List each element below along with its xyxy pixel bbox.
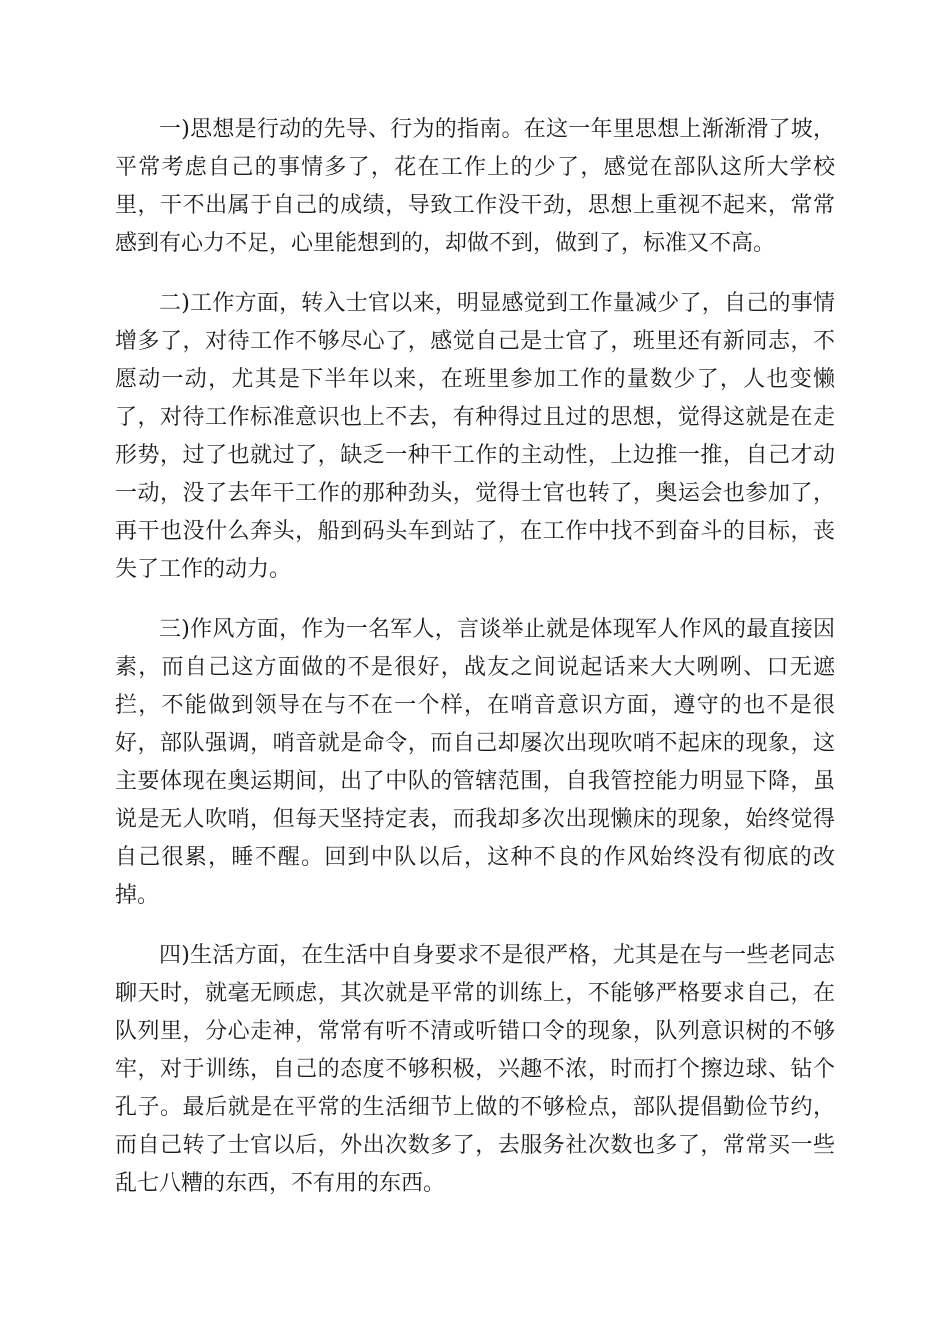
paragraph-life: 四)生活方面，在生活中自身要求不是很严格，尤其是在与一些老同志聊天时，就毫无顾虑，其次就是平常的训练上，不能够严格要求自己，在队列里，分心走神，常常有听不清或听错口令的现象，队列意识树的不够牢，对于训练，自己的态度不够积极，兴趣不浓，时而打个擦边球、钻个孔子。最后就是在平常的生活细节上做的不够检点，部队提倡勤俭节约，而自己转了士官以后，外出次数多了，去服务社次数也多了，常常买一些乱七八糟的东西，不有用的东西。 xyxy=(115,943,835,1196)
paragraph-thought: 一)思想是行动的先导、行为的指南。在这一年里思想上渐渐滑了坡，平常考虑自己的事情多了，花在工作上的少了，感觉在部队这所大学校里，干不出属于自己的成绩，导致工作没干劲，思想上重视不起来，常常感到有心力不足，心里能想到的，却做不到，做到了，标准又不高。 xyxy=(115,117,835,256)
document-body xyxy=(115,111,835,1225)
paragraph-style: 三)作风方面，作为一名军人，言谈举止就是体现军人作风的最直接因素，而自己这方面做的不是很好，战友之间说起话来大大咧咧、口无遮拦，不能做到领导在与不在一个样，在哨音意识方面，遵守的也不是很好，部队强调，哨音就是命令，而自己却屡次出现吹哨不起床的现象，这主要体现在奥运期间，出了中队的管辖范围，自我管控能力明显下降，虽说是无人吹哨，但每天坚持定表，而我却多次出现懒床的现象，始终觉得自己很累，睡不醒。回到中队以后，这种不良的作风始终没有彻底的改掉。 xyxy=(115,617,835,908)
paragraph-work: 二)工作方面，转入士官以来，明显感觉到工作量减少了，自己的事情增多了，对待工作不够尽心了，感觉自己是士官了，班里还有新同志，不愿动一动，尤其是下半年以来，在班里参加工作的量数少了，人也变懒了，对待工作标准意识也上不去，有种得过且过的思想，觉得这就是在走形势，过了也就过了，缺乏一种干工作的主动性，上边推一推，自己才动一动，没了去年干工作的那种劲头，觉得士官也转了，奥运会也参加了，再干也没什么奔头，船到码头车到站了，在工作中找不到奋斗的目标，丧失了工作的动力。 xyxy=(115,291,835,582)
